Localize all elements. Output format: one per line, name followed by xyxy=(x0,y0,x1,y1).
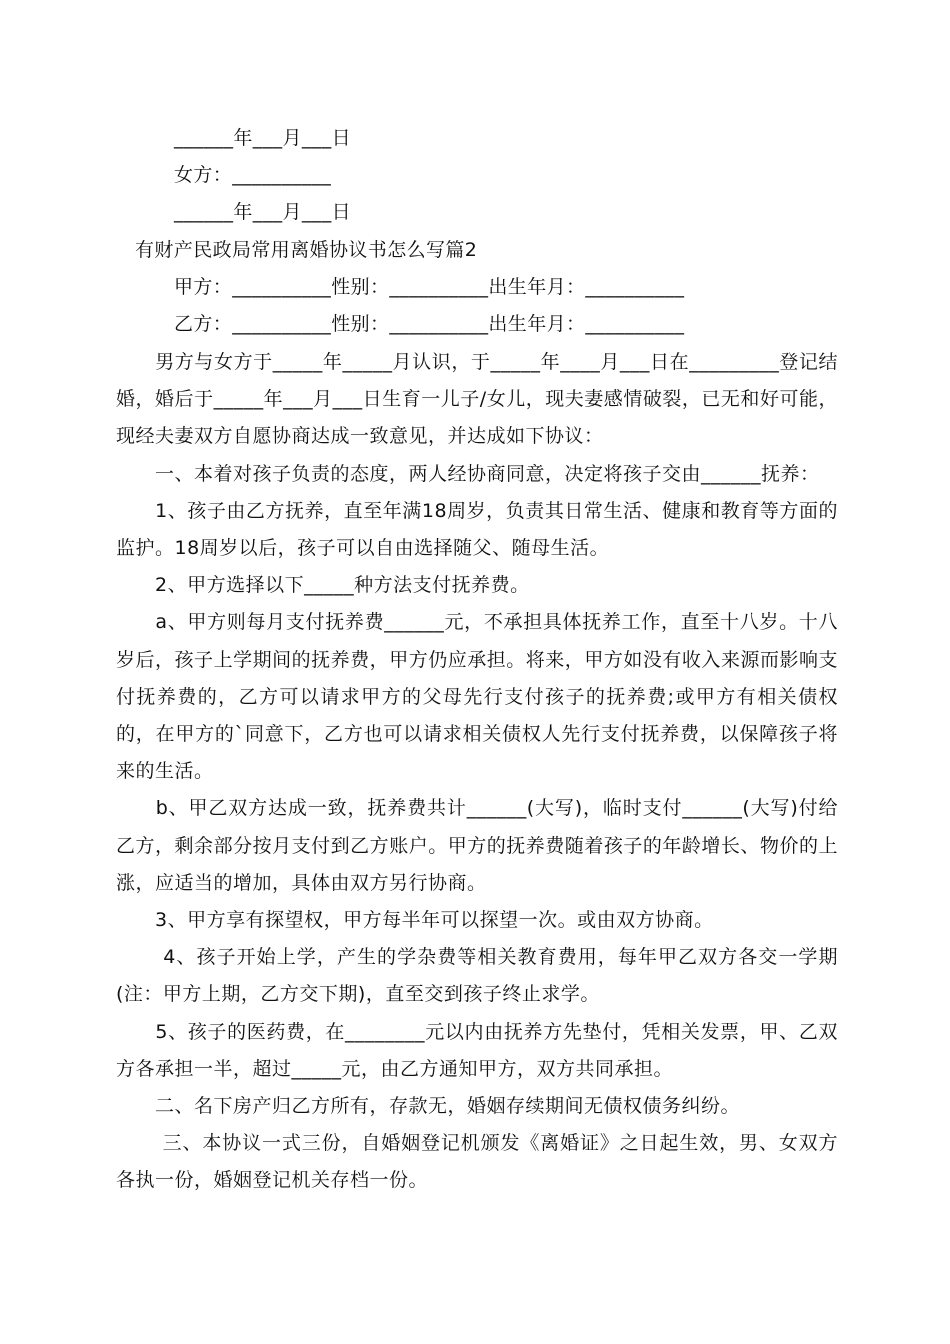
party-a-line: 甲方：__________性别：__________出生年月：__________ xyxy=(174,276,685,298)
date-line-1: ______年___月___日 xyxy=(174,127,352,149)
party-b-line: 乙方：__________性别：__________出生年月：__________ xyxy=(174,313,685,335)
paragraph-clause-3: 三、本协议一式三份，自婚姻登记机颁发《离婚证》之日起生效，男、女双方各执一份，婚姻登记机关存档一份。 xyxy=(116,1132,838,1192)
section-title: 有财产民政局常用离婚协议书怎么写篇2 xyxy=(135,239,478,261)
female-party-line: 女方：__________ xyxy=(174,164,332,186)
paragraph-clause-1: 一、本着对孩子负责的态度，两人经协商同意，决定将孩子交由______抚养： xyxy=(116,462,820,485)
paragraph-intro: 男方与女方于_____年_____月认识，于_____年____月___日在_________登记结婚，婚后于_____年___月___日生育一儿子/女儿，现夫妻感情破裂，已无和好可能，现经夫妻双方自愿协商达成一致意见，并达成如下协议： xyxy=(116,351,838,448)
agreement-body xyxy=(116,344,838,1200)
paragraph-item-b: b、甲乙双方达成一致，抚养费共计______(大写)，临时支付______(大写)付给乙方，剩余部分按月支付到乙方账户。甲方的抚养费随着孩子的年龄增长、物价的上涨，应适当的增加，具体由双方另行协商。 xyxy=(116,797,838,894)
paragraph-clause-2: 二、名下房产归乙方所有，存款无，婚姻存续期间无债权债务纠纷。 xyxy=(116,1095,741,1118)
date-line-2: ______年___月___日 xyxy=(174,201,352,223)
paragraph-item-2: 2、甲方选择以下_____种方法支付抚养费。 xyxy=(116,574,530,597)
paragraph-item-4: 4、孩子开始上学，产生的学杂费等相关教育费用，每年甲乙双方各交一学期(注：甲方上期，乙方交下期)，直至交到孩子终止求学。 xyxy=(116,946,838,1006)
paragraph-item-3: 3、甲方享有探望权，甲方每半年可以探望一次。或由双方协商。 xyxy=(116,909,714,932)
paragraph-item-5: 5、孩子的医药费，在________元以内由抚养方先垫付，凭相关发票，甲、乙双方各承担一半，超过_____元，由乙方通知甲方，双方共同承担。 xyxy=(116,1020,838,1080)
paragraph-item-a: a、甲方则每月支付抚养费______元，不承担具体抚养工作，直至十八岁。十八岁后，孩子上学期间的抚养费，甲方仍应承担。将来，甲方如没有收入来源而影响支付抚养费的，乙方可以请求甲方的父母先行支付孩子的抚养费;或甲方有相关债权的，在甲方的`同意下，乙方也可以请求相关债权人先行支付抚养费，以保障孩子将来的生活。 xyxy=(116,611,838,783)
paragraph-item-1: 1、孩子由乙方抚养，直至年满18周岁，负责其日常生活、健康和教育等方面的监护。18周岁以后，孩子可以自由选择随父、随母生活。 xyxy=(116,499,838,560)
